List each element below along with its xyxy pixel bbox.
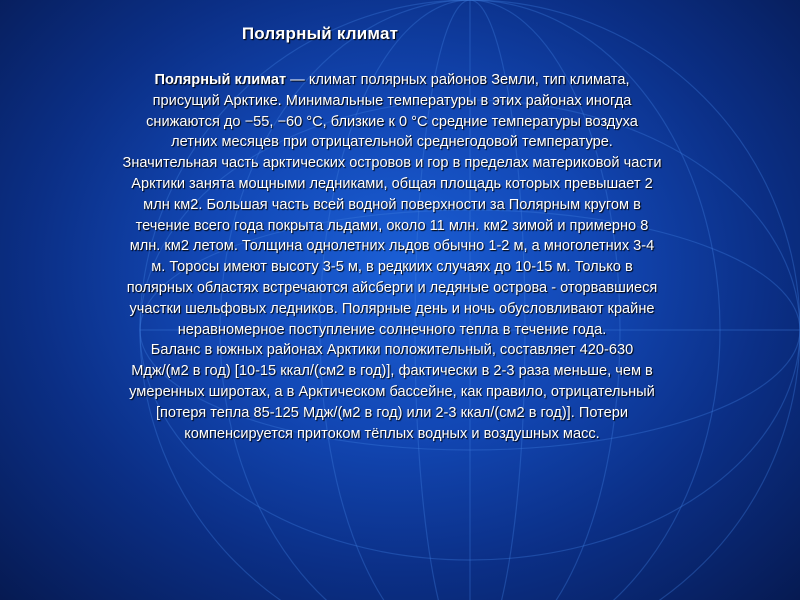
lead-term: Полярный климат: [154, 72, 287, 88]
paragraph-2-text: Значительная часть арктических островов и гор в пределах материковой части Арктики занята мощными ледниками, общая площадь которых превышает 2 млн км2. Большая часть всей водной поверхности за Полярным кругом в течение всего года покрыта льдами, около 11 млн. км2 зимой и примерно 8 млн. км2 летом. Толщина однолетних льдов обычно 1-2 м, а многолетних 3-4 м. Торосы имеют высоту 3-5 м, в редкиих случаях до 10-15 м. Только в полярных областях встречаются айсберги и ледяные острова - оторвавшиеся участки шельфовых ледников. Полярные день и ночь обусловливают крайне неравномерное поступление солнечного тепла в течение года.: [122, 155, 662, 338]
paragraph-1-text: — климат полярных районов Земли, тип климата, присущий Арктике. Минимальные температуры в этих районах иногда снижаются до −55, −60 °C, близкие к 0 °C средние температуры воздуха летних месяцев при отрицательной среднегодовой температуре.: [146, 72, 638, 151]
slide-title: Полярный климат: [241, 24, 399, 43]
paragraph-3-text: Баланс в южных районах Арктики положительный, составляет 420-630 Мдж/(м2 в год) [10-15 ккал/(см2 в год)], фактически в 2-3 раза меньше, чем в умеренных широтах, а в Арктическом бассейне, как правило, отрицательный [потеря тепла 85-125 Мдж/(м2 в год) или 2-3 ккал/(см2 в год)]. Потери компенсируется притоком тёплых водных и воздушных масс.: [129, 342, 655, 442]
slide-body-text: [122, 70, 662, 444]
